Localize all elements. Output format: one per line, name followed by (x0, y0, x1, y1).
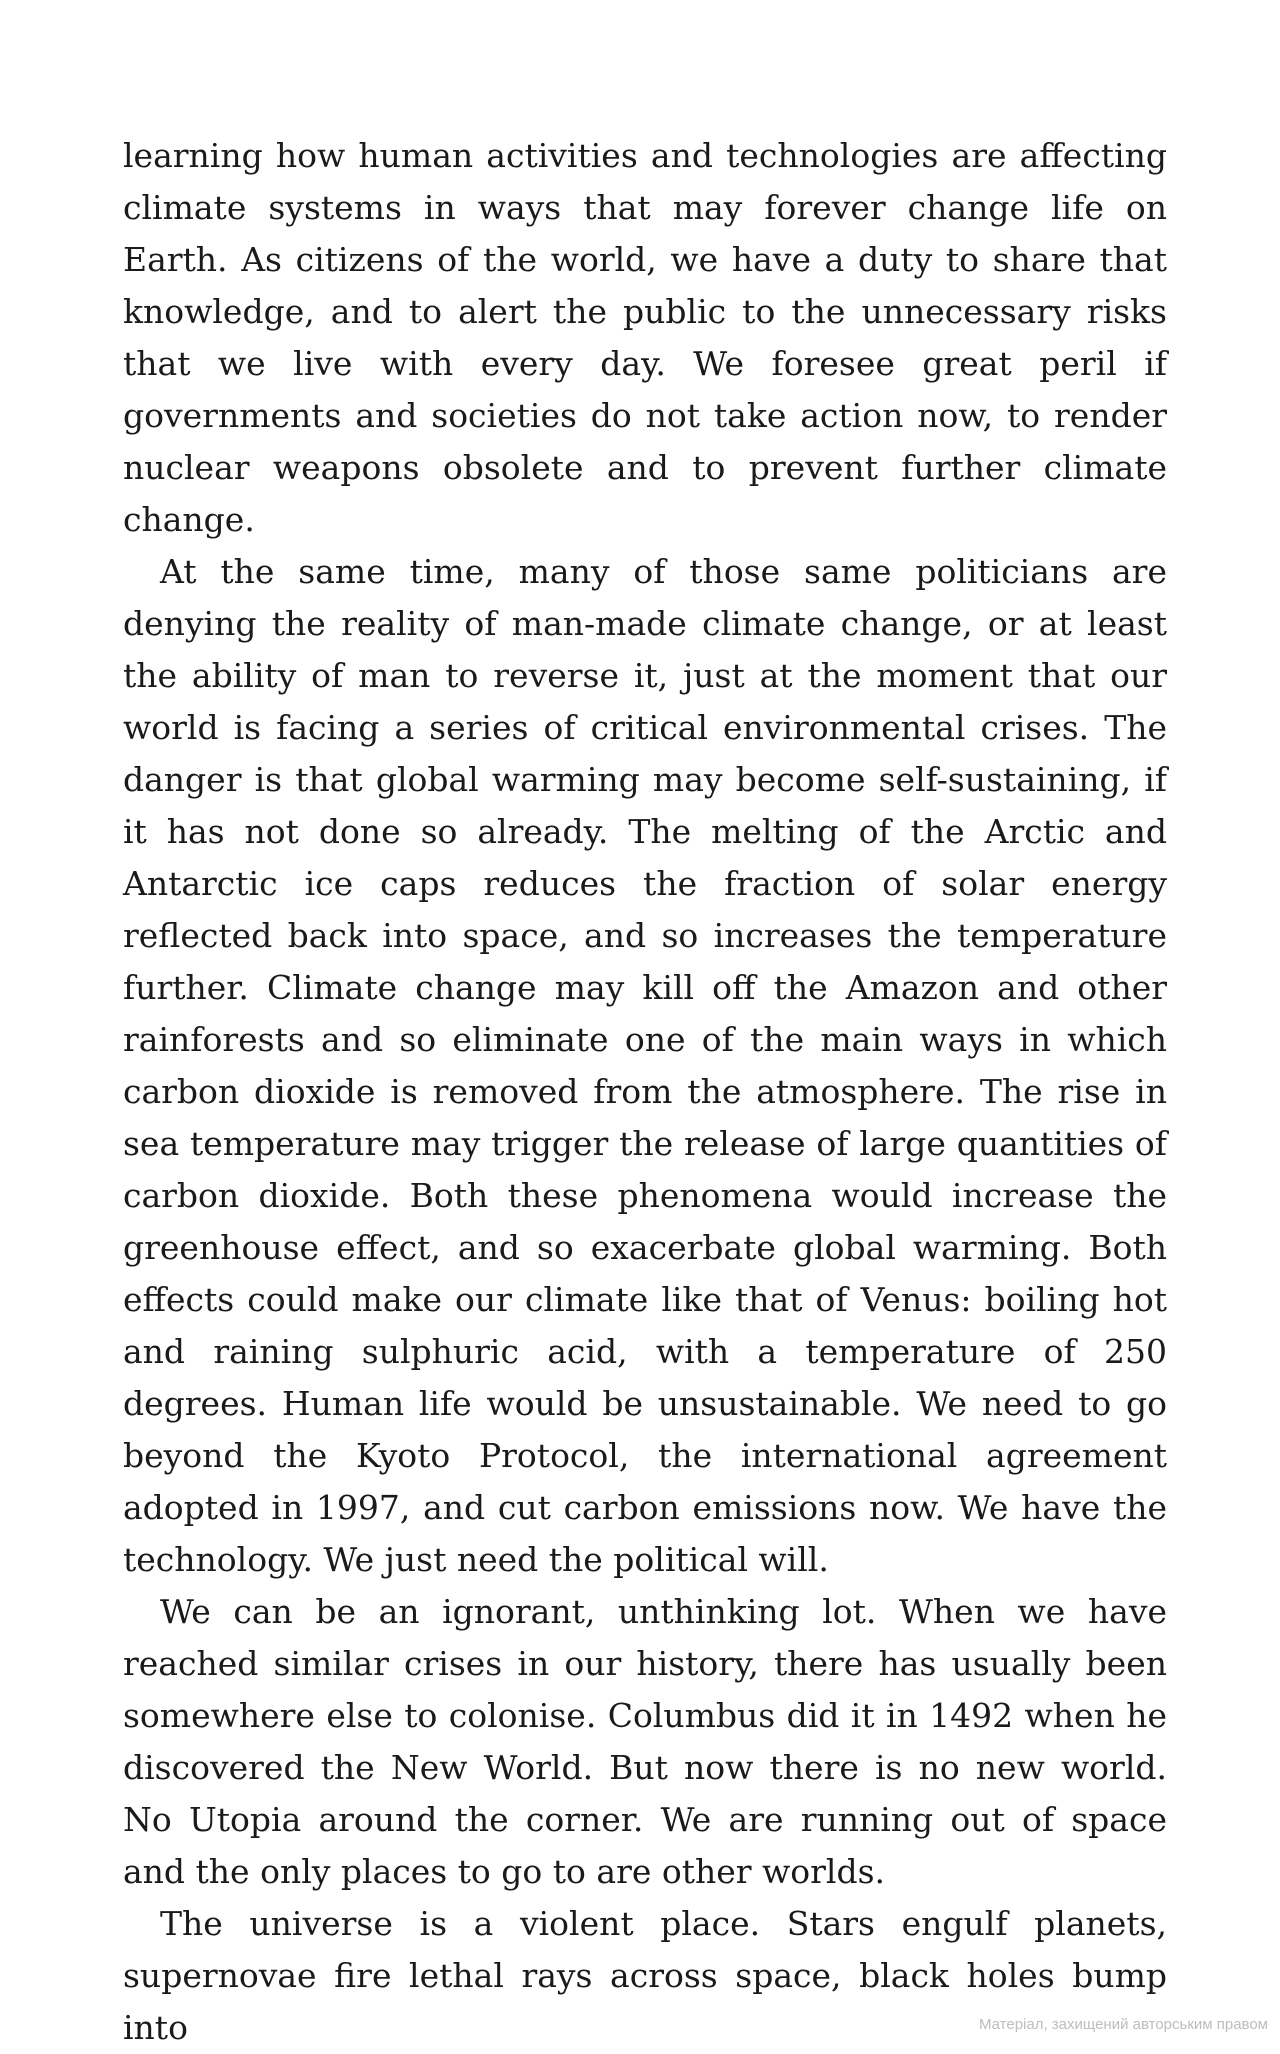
paragraph-climate-denial: At the same time, many of those same politicians are denying the reality of man-made climate change, or at least the ability of man to reverse it, just at the moment that our world is facing a series of critical environmental crises. The danger is that global warming may become self-sustaining, if it has not done so already. The melting of the Arctic and Antarctic ice caps reduces the fraction of solar energy reflected back into space, and so increases the temperature further. Climate change may kill off the Amazon and other rainforests and so eliminate one of the main ways in which carbon dioxide is removed from the atmosphere. The rise in sea temperature may trigger the release of large quantities of carbon dioxide. Both these phenomena would increase the greenhouse effect, and so exacerbate global warming. Both effects could make our climate like that of Venus: boiling hot and raining sulphuric acid, with a temperature of 250 degrees. Human life would be unsustainable. We need to go beyond the Kyoto Protocol, the international agreement adopted in 1997, and cut carbon emissions now. We have the technology. We just need the political will. (123, 552, 1167, 1579)
copyright-watermark: Матеріал, захищений авторським правом (978, 2016, 1268, 2033)
paragraph-universe: The universe is a violent place. Stars engulf planets, supernovae fire lethal rays across space, black holes bump into (123, 1904, 1167, 2047)
paragraph-continued: learning how human activities and technologies are affecting climate systems in ways that may forever change life on Earth. As citizens of the world, we have a duty to share that knowledge, and to alert the public to the unnecessary risks that we live with every day. We foresee great peril if governments and societies do not take action now, to render nuclear weapons obsolete and to prevent further climate change. (123, 136, 1167, 539)
paragraph-colonise: We can be an ignorant, unthinking lot. When we have reached similar crises in our history, there has usually been somewhere else to colonise. Columbus did it in 1492 when he discovered the New World. But now there is no new world. No Utopia around the corner. We are running out of space and the only places to go to are other worlds. (123, 1592, 1167, 1891)
body-text (123, 130, 1167, 2054)
